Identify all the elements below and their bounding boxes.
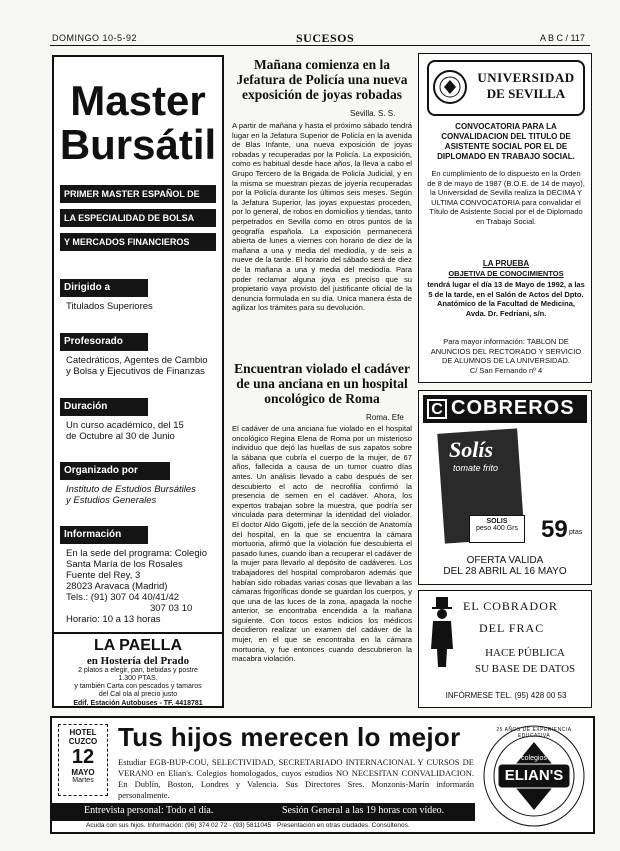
univ-name-2: DE SEVILLA (486, 86, 566, 101)
cobrador-line4: SU BASE DE DATOS (474, 663, 576, 675)
section-title: SUCESOS (296, 31, 355, 45)
cobrador-line1: EL COBRADOR (463, 599, 558, 613)
duracion-heading: Duración (60, 398, 148, 416)
informacion-heading: Información (60, 526, 148, 544)
price: 59 (541, 516, 568, 543)
header-date: DOMINGO 10-5-92 (52, 33, 138, 43)
dirigido-text: Titulados Superiores (66, 301, 153, 312)
article2-byline: Roma. Efe (366, 413, 404, 422)
article1-body: A partir de mañana y hasta el próximo sábado tendrá lugar en la Jefatura Superior de Policía en la avenida de Blas Infante, una nueva exposición de joyas robadas y recuperadas por la Policía. La exposición, como es habitual desde hace años, la lleva a cabo el Grupo Tercero de la Brigada de Policía Judicial, y en la misma se muestran piezas de joyería recuperadas por la Policía durante los últimos seis meses. Según la Jefatura Superior, las joyas expuestas proceden, por lo general, de robos en domicilios y tiendas, tanto perpetrados en Sevilla como en otros puntos de la geografía española. La exposición permanecerá abierta de lunes a viernes con horario de diez de la mañana a una y media del mediodía, y de seis a nueve de la tarde. El horario del sábado será de diez de la mañana a una y media del mediodía. Para poder reclamar alguna joya es preciso que su propietario vaya provisto del justificante oficial de la denuncia formulada en su día. Unica manera ésta de agilizar los trámites para su devolución. (232, 121, 412, 313)
paella-subtitle: en Hostería del Prado (86, 655, 190, 667)
cobrador-line2: DEL FRAC (479, 621, 545, 635)
universidad-sevilla-ad (418, 53, 592, 383)
elians-ad (50, 716, 595, 834)
top-hat-man-icon (427, 597, 457, 667)
master-title (54, 79, 222, 167)
la-paella-ad (52, 632, 224, 708)
article1-byline: Sevilla. S. S. (350, 109, 396, 118)
univ-prueba-title: LA PRUEBA (482, 259, 530, 268)
article1-title: Mañana comienza en la Jefatura de Policía una nueva exposición de joyas robadas (236, 57, 408, 102)
organizado-heading: Organizado por (60, 462, 170, 480)
paella-text: 2 platos a elegir, pan, bebidas y postre 1.300 PTAS. y también Carta con pescados y tamaros del Cal ola al precio justo (74, 667, 202, 698)
master-title-line1: Master (70, 77, 206, 124)
header-rule (50, 45, 590, 46)
master-bar-1: PRIMER MASTER ESPAÑOL DE (60, 185, 216, 203)
cobrador-line3: HACE PÚBLICA (485, 647, 565, 659)
dirigido-heading: Dirigido a (60, 279, 148, 297)
elians-logo-name: ELIAN'S (504, 767, 564, 784)
bar-right-text: Sesión General a las 19 horas con vídeo. (282, 805, 445, 816)
univ-headline: CONVOCATORIA PARA LA CONVALIDACION DEL TITULO DE ASISTENTE SOCIAL POR EL DE DIPLOMADO EN TRABAJO SOCIAL. (437, 122, 575, 161)
master-title-line2: Bursátil (59, 121, 217, 168)
elians-logo-ring: 25 AÑOS DE EXPERIENCIA EDUCATIVA (496, 727, 572, 739)
master-bar-2: LA ESPECIALIDAD DE BOLSA (60, 209, 216, 227)
product-name: Solís (449, 437, 494, 462)
bar-left-text: Entrevista personal: Todo el día. (84, 805, 214, 816)
elians-footer: Acuda con sus hijos. Información: (96) 374 02 72 - (93) 5811045 · Presentación en otras ciudades. Consúltenos. (86, 822, 410, 829)
cobreros-ad (418, 390, 592, 585)
offer-text: OFERTA VALIDA DEL 28 ABRIL AL 16 MAYO (443, 555, 567, 577)
cobrador-phone: INFÓRMESE TEL. (95) 428 00 53 (445, 691, 567, 700)
cobrador-del-frac-ad (418, 590, 592, 708)
univ-body3: Para mayor información: TABLON DE ANUNCIOS DEL RECTORADO Y SERVICIO DE ALUMNOS DE LA UNIVERSIDAD. (430, 337, 582, 365)
univ-body2: tendrá lugar el día 13 de Mayo de 1992, a las 5 de la tarde, en el Salón de Actos del Dpto. Anatómico de la Facultad de Medicina, Avda. Dr. Fedriani, s/n. (427, 280, 585, 318)
elians-logo-top: colegios (521, 755, 547, 762)
page-number: A B C / 117 (540, 33, 585, 43)
univ-body1: En cumplimiento de lo dispuesto en la Orden de 8 de mayo de 1987 (B.O.E. de 14 de mayo), la Universidad de Sevilla realiza la DECIMA Y ULTIMA CONVOCATORIA para convalidar el Título de Asistente Social por el de Diplomado en Trabajo Social. (427, 169, 585, 226)
paella-title: LA PAELLA (94, 637, 182, 654)
profesorado-text: Catedráticos, Agentes de Cambio y Bolsa y Ejecutivos de Finanzas (66, 355, 208, 377)
profesorado-heading: Profesorado (60, 333, 148, 351)
pack-weight: peso 400 Grs (475, 525, 519, 532)
article2-body: El cadáver de una anciana fue violado en el hospital oncológico Regina Elena de Roma por un misterioso individuo que dejó las huellas de sus zapatos sobre la sábana que cubría el cuerpo de la mujer, de 67 años, fallecida a causa de un tumor cuatro días antes. Un análisis llevado a cabo después de ser descubierto el acto de necrofilia confirmó la presencia de semen en el cadáver. Ahora, los expertos trabajan sobre la muestra, que podría ser vinculada para determinar la identidad del violador. El doctor Aldo Gigotti, jefe de la sección de Anatomía del hospital, en la que se encuentra la cámara mortuoria, afirmó que la violación fue descubierta el pasado lunes, cuando iban a recuperar el cadáver de la mujer para llevarlo al depósito de cadáveres. Los trabajadores del hospital comprobaron además que habían sido robadas varias cosas que llevaban a las cámaras frigoríficas donde se guardan los cuerpos, y que una de las luces de la zona, apagada la noche anterior, se encontraba encendida a la mañana siguiente. Con tocos estos indicios los médicos decidieron realizar un examen del cadáver de la mujer, en el que se encontraba en la cámara mortuoria, y fue entonces cuando descubrieron la macabra violación. (232, 424, 412, 664)
paella-footer: Edif. Estación Autobuses - TF. 4418781 (73, 700, 203, 707)
univ-name-1: UNIVERSIDAD (477, 70, 575, 85)
univ-seal-icon (433, 68, 467, 106)
univ-prueba-subtitle: OBJETIVA DE CONOCIMIENTOS (448, 269, 564, 278)
elians-bar (52, 803, 475, 821)
pack-label-box (469, 515, 525, 543)
elians-body: Estudiar EGB-BUP-COU, SELECTIVIDAD, SECRETARIADO INTERNACIONAL Y CURSOS DE VERANO en Elian's. Colegios homologados, cuyos estudios NO NECESITAN CONVALIDACION. En Dublín, Boston, Londres y Valencia. Sus Directores Sres. Monzonis-Marín informarán personalmente. (118, 757, 474, 800)
duracion-text: Un curso académico, del 15 de Octubre al 30 de Junio (66, 420, 184, 442)
cobreros-logo-icon: C (427, 399, 447, 419)
elians-headline: Tus hijos merecen lo mejor (118, 722, 461, 752)
organizado-text: Instituto de Estudios Bursátiles y Estudios Generales (66, 484, 196, 506)
cobreros-brand: COBREROS (451, 397, 575, 419)
master-bursatil-ad (52, 55, 224, 653)
pack-label: SOLIS (486, 518, 508, 525)
price-unit: ptas (569, 529, 583, 536)
article2-title: Encuentran violado el cadáver de una anciana en un hospital oncológico de Roma (234, 361, 410, 406)
univ-body4: C/ San Fernando nº 4 (469, 366, 543, 375)
master-bar-3: Y MERCADOS FINANCIEROS (60, 233, 216, 251)
informacion-text: En la sede del programa: Colegio Santa María de los Rosales Fuente del Rey, 3 28023 Aravaca (Madrid) Tels.: (91) 307 04 40/41/42 307 03 10 Horario: 10 a 13 horas (66, 548, 208, 625)
hotel-badge: HOTEL CUZCO 12 MAYO Martes (58, 724, 108, 796)
product-sub: tomate frito (453, 463, 499, 473)
